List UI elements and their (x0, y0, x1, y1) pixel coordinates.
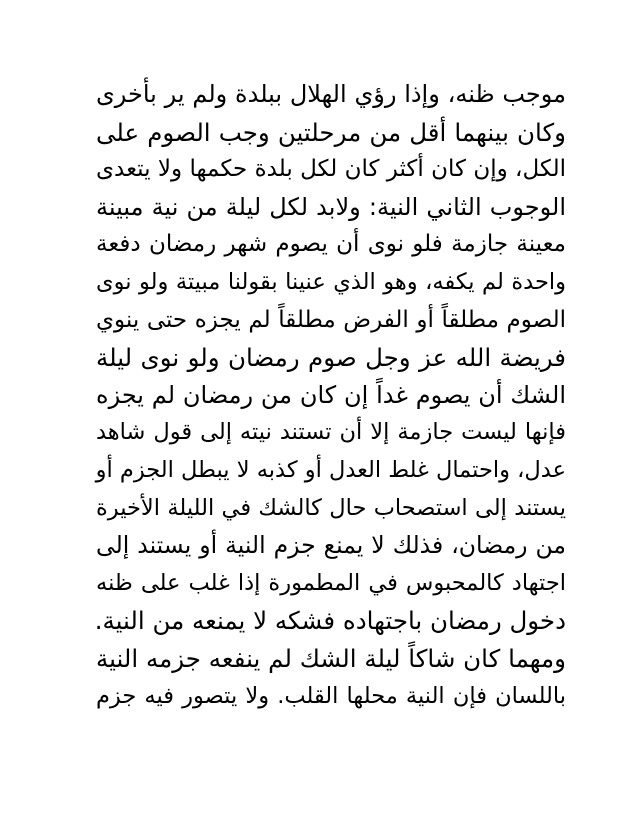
body-text (96, 76, 566, 715)
text-line-15: دخول رمضان باجتهاده فشكه لا يمنعه من النية. (94, 606, 566, 636)
text-line-14: اجتهاد كالمحبوس في المطمورة إذا غلب على ظنه (96, 569, 566, 596)
text-line-4: الوجوب الثاني النية: ولابد لكل ليلة من نية مبينة (96, 192, 566, 221)
text-line-3: الكل، وإن كان أكثر كان لكل بلدة حكمها ولا يتعدى (96, 156, 566, 183)
text-line-7: الصوم مطلقاً أو الفرض مطلقاً لم يجزه حتى ينوي (96, 306, 566, 333)
text-line-5: معينة جازمة فلو نوى أن يصوم شهر رمضان دفعة (96, 231, 566, 258)
text-line-8: فريضة الله عز وجل صوم رمضان ولو نوى ليلة (96, 343, 566, 373)
text-line-10: فإنها ليست جازمة إلا أن تستند نيته إلى قول شاهد (96, 419, 566, 446)
text-line-16: ومهما كان شاكاً ليلة الشك لم ينفعه جزمه النية (96, 643, 566, 673)
text-line-11: عدل، واحتمال غلط العدل أو كذبه لا يبطل الجزم أو (95, 456, 566, 483)
text-line-1: موجب ظنه، وإذا رؤي الهلال ببلدة ولم ير بأخرى (96, 80, 566, 108)
text-line-2: وكان بينهما أقل من مرحلتين وجب الصوم على (96, 117, 566, 147)
text-line-17: باللسان فإن النية محلها القلب. ولا يتصور فيه جزم (96, 682, 566, 709)
text-line-6: واحدة لم يكفه، وهو الذي عنينا بقولنا مبيتة ولو نوى (96, 268, 566, 295)
text-line-13: من رمضان، فذلك لا يمنع جزم النية أو يستند إلى (96, 531, 566, 560)
text-line-9: الشك أن يصوم غداً إن كان من رمضان لم يجزه (96, 380, 566, 409)
text-line-12: يستند إلى استصحاب حال كالشك في الليلة الأخيرة (96, 494, 566, 521)
